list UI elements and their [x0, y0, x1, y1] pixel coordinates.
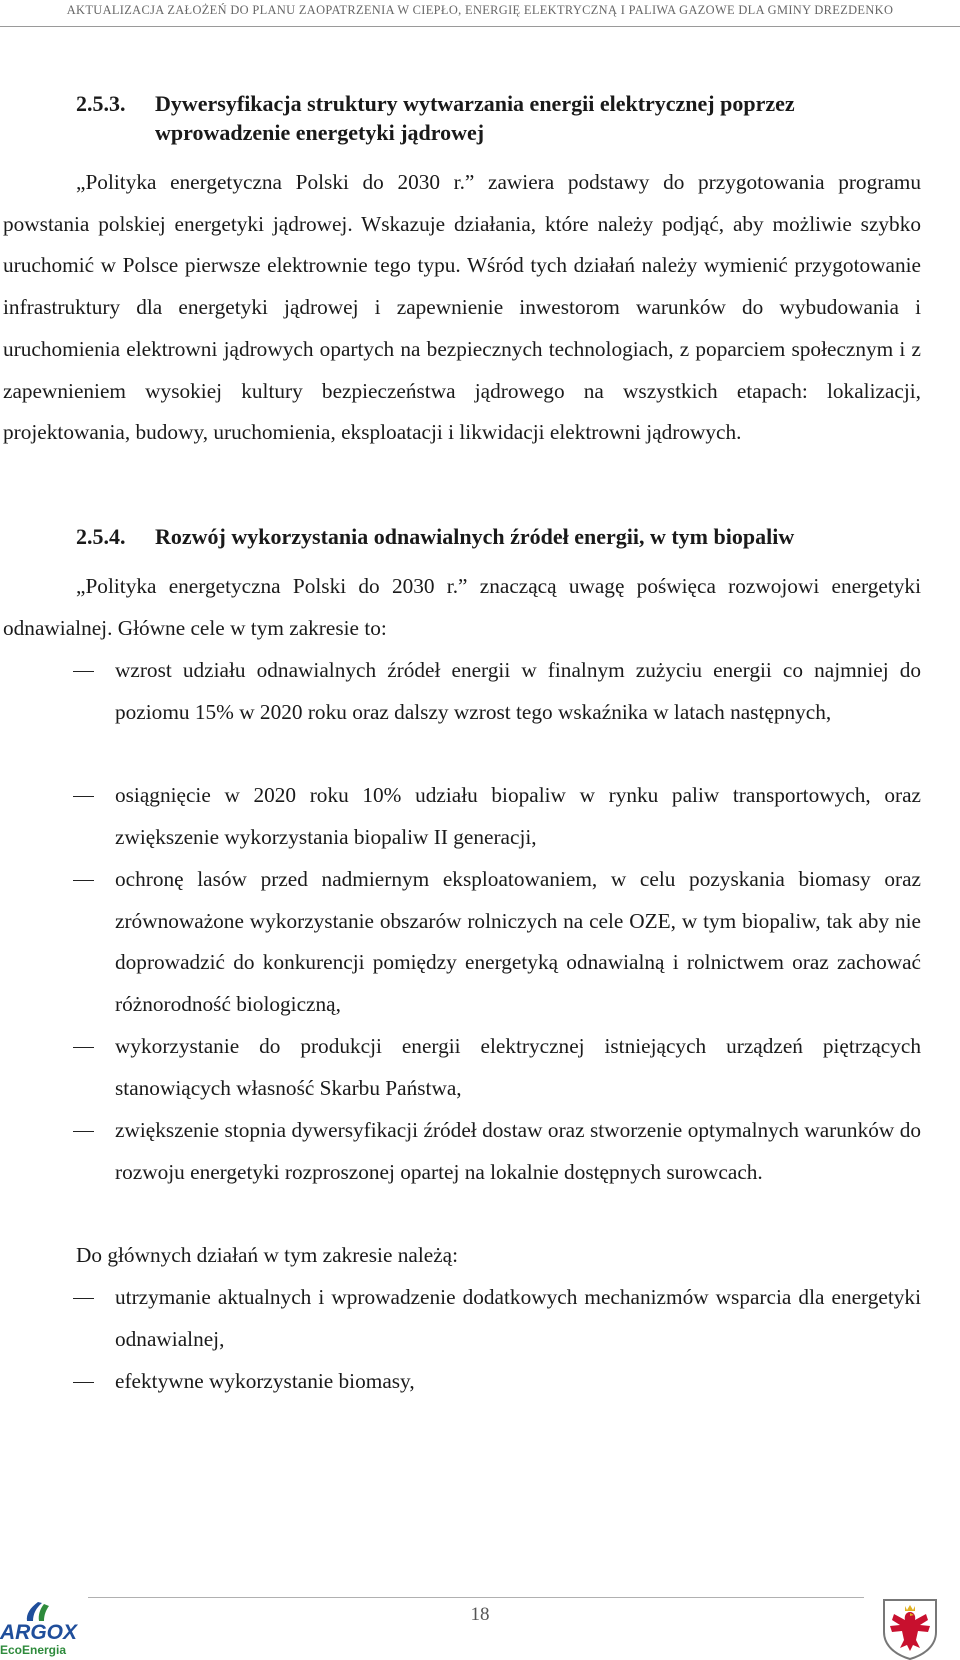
- section-heading-253: [76, 89, 936, 149]
- dash-bullet-icon: [73, 796, 94, 797]
- dash-bullet-icon: [73, 1047, 94, 1048]
- section-number: 2.5.4.: [76, 524, 126, 549]
- dash-bullet-icon: [73, 880, 94, 881]
- logo-leaf-icon: [39, 1604, 49, 1621]
- section-title: Rozwój wykorzystania odnawialnych źródeł energii, w tym biopaliw: [155, 524, 795, 549]
- dash-bullet-icon: [73, 671, 94, 672]
- list-item-text: efektywne wykorzystanie biomasy,: [115, 1369, 415, 1393]
- crest-logo-icon: [880, 1598, 940, 1660]
- dash-bullet-icon: [73, 1131, 94, 1132]
- argox-logo: [0, 1600, 90, 1658]
- footer-rule: [88, 1597, 864, 1598]
- running-header: AKTUALIZACJA ZAŁOŻEŃ DO PLANU ZAOPATRZENIA W CIEPŁO, ENERGIĘ ELEKTRYCZNĄ I PALIWA GAZOWE DLA GMINY DREZDENKO: [66, 3, 894, 17]
- dash-bullet-icon: [73, 1382, 94, 1383]
- list-item-text: wzrost udziału odnawialnych źródeł energii w finalnym zużyciu energii co najmniej do poziomu 15% w 2020 roku oraz dalszy wzrost tego wskaźnika w latach następnych,: [115, 658, 921, 724]
- paragraph: „Polityka energetyczna Polski do 2030 r.” zawiera podstawy do przygotowania programu powstania polskiej energetyki jądrowej. Wskazuje działania, które należy podjąć, aby możliwie szybko uruchomić w Polsce pierwsze elektrownie tego typu. Wśród tych działań należy wymienić przygotowanie infrastruktury dla energetyki jądrowej i zapewnienie inwestorom warunków do wybudowania i uruchomienia elektrowni jądrowych opartych na bezpiecznych technologiach, z poparciem społecznym i z zapewnieniem wysokiej kultury bezpieczeństwa jądrowego na wszystkich etapach: lokalizacji, projektowania, budowy, uruchomienia, eksploatacji i likwidacji elektrowni jądrowych.: [3, 170, 921, 445]
- list-item-text: zwiększenie stopnia dywersyfikacji źródeł dostaw oraz stworzenie optymalnych warunków do rozwoju energetyki rozproszonej opartej na lokalnie dostępnych surowcach.: [115, 1118, 921, 1184]
- dash-bullet-icon: [73, 1298, 94, 1299]
- section-number: 2.5.3.: [76, 91, 126, 116]
- section-title-line1: Dywersyfikacja struktury wytwarzania energii elektrycznej poprzez: [155, 91, 795, 116]
- list-item-text: wykorzystanie do produkcji energii elektrycznej istniejących urządzeń piętrzących stanowiących własność Skarbu Państwa,: [115, 1034, 921, 1100]
- paragraph: „Polityka energetyczna Polski do 2030 r.” znaczącą uwagę poświęca rozwojowi energetyki odnawialnej. Główne cele w tym zakresie to:: [3, 574, 921, 640]
- actions-intro: Do głównych działań w tym zakresie należą:: [76, 1243, 459, 1267]
- header-rule: [0, 26, 960, 27]
- list-item-text: osiągnięcie w 2020 roku 10% udziału biopaliw w rynku paliw transportowych, oraz zwiększenie wykorzystania biopaliw II generacji,: [115, 783, 921, 849]
- list-item-text: ochronę lasów przed nadmiernym eksploatowaniem, w celu pozyskania biomasy oraz zrównoważone wykorzystanie obszarów rolniczych na cele OZE, w tym biopaliw, tak aby nie doprowadzić do konkurencji pomiędzy energetyką odnawialną i rolnictwem oraz zachować różnorodność biologiczną,: [115, 867, 921, 1017]
- section-heading-254: [76, 522, 936, 552]
- section-title-line2: wprowadzenie energetyki jądrowej: [155, 120, 485, 145]
- page-number: 18: [470, 1604, 490, 1625]
- logo-text-bottom: EcoEnergia: [0, 1643, 67, 1657]
- logo-text-top: ARGOX: [0, 1621, 78, 1644]
- list-item-text: utrzymanie aktualnych i wprowadzenie dodatkowych mechanizmów wsparcia dla energetyki odnawialnej,: [115, 1285, 921, 1351]
